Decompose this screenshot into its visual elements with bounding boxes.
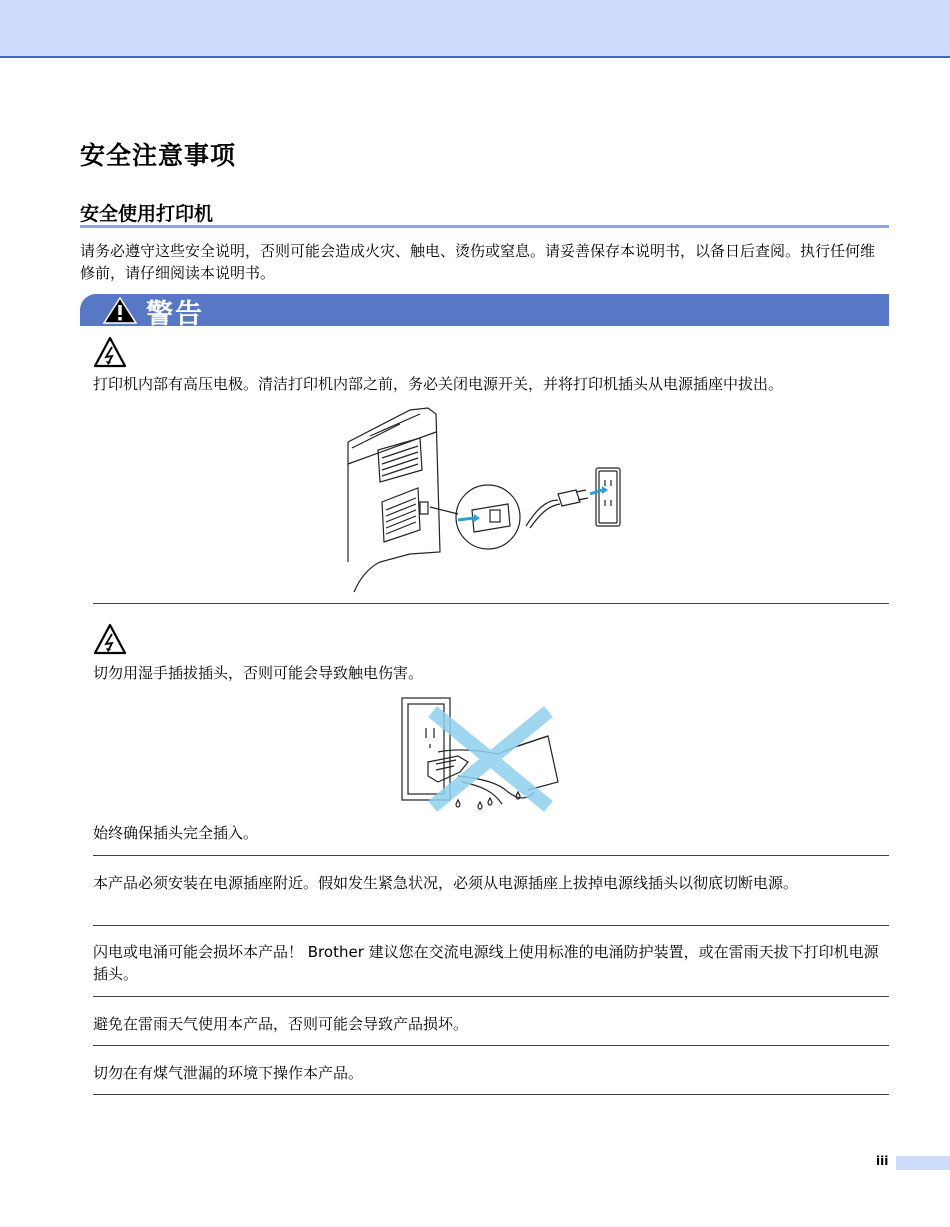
text-gas-leak: 切勿在有煤气泄漏的环境下操作本产品。	[93, 1064, 364, 1082]
printer-unplug-illustration	[340, 402, 640, 594]
warning-label: 警告	[146, 299, 204, 330]
header-band	[0, 0, 950, 58]
section-title: 安全使用打印机	[80, 203, 214, 225]
divider	[93, 855, 889, 856]
divider	[93, 603, 889, 604]
page-number: iii	[876, 1154, 889, 1168]
warning-triangle-icon	[103, 297, 137, 324]
divider	[93, 1045, 889, 1046]
text-surge-protection: 闪电或电涌可能会损坏本产品！ Brother 建议您在交流电源线上使用标准的电涌防护装置，或在雷雨天拔下打印机电源插头。	[93, 943, 879, 983]
divider	[93, 925, 889, 926]
section-divider	[80, 225, 889, 228]
divider	[93, 1094, 889, 1095]
warning-text-wet-hands: 切勿用湿手插拔插头，否则可能会导致触电伤害。	[93, 664, 424, 682]
warning-text-high-voltage: 打印机内部有高压电极。清洁打印机内部之前，务必关闭电源开关，并将打印机插头从电源插座中拔出。	[93, 375, 784, 393]
intro-paragraph: 请务必遵守这些安全说明，否则可能会造成火灾、触电、烫伤或窒息。请妥善保存本说明书，以备日后查阅。执行任何维修前，请仔细阅读本说明书。	[80, 242, 876, 282]
wet-hands-plug-illustration	[398, 692, 568, 818]
page-title: 安全注意事项	[80, 141, 237, 170]
divider	[93, 996, 889, 997]
high-voltage-icon	[93, 336, 127, 368]
text-plug-fully-inserted: 始终确保插头完全插入。	[93, 824, 259, 842]
text-outlet-nearby: 本产品必须安装在电源插座附近。假如发生紧急状况，必须从电源插座上拔掉电源线插头以彻底切断电源。	[93, 874, 799, 892]
text-thunderstorm: 避免在雷雨天气使用本产品，否则可能会导致产品损坏。	[93, 1015, 469, 1033]
page-tab	[896, 1156, 950, 1170]
high-voltage-icon	[93, 623, 127, 655]
